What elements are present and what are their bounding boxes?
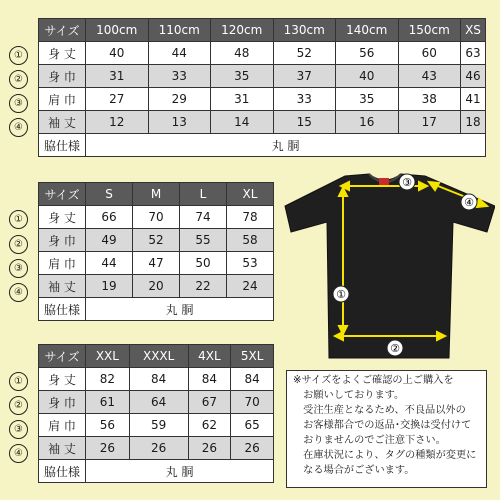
- row-label: 肩 巾: [39, 414, 86, 437]
- notice-box: [286, 370, 487, 488]
- row-label: 身 丈: [39, 368, 86, 391]
- table-cell: 59: [129, 414, 188, 437]
- table-header-row: [39, 19, 486, 42]
- table-cell: 44: [148, 42, 211, 65]
- header-cell: 120cm: [211, 19, 274, 42]
- table-cell: 74: [180, 206, 227, 229]
- header-cell: XL: [227, 183, 274, 206]
- table-cell: 56: [86, 414, 130, 437]
- table-cell: 40: [86, 42, 149, 65]
- table-cell: 66: [86, 206, 133, 229]
- table-cell: 56: [336, 42, 399, 65]
- shoulder-width-marker: ③: [402, 176, 412, 189]
- table-cell: 58: [227, 229, 274, 252]
- row-marker-2: ②: [9, 70, 28, 89]
- header-cell: 100cm: [86, 19, 149, 42]
- header-cell: サイズ: [39, 345, 86, 368]
- table-cell: 84: [129, 368, 188, 391]
- table-cell: 53: [227, 252, 274, 275]
- table-cell: 43: [398, 65, 461, 88]
- header-cell: M: [133, 183, 180, 206]
- row-label: 身 巾: [39, 65, 86, 88]
- header-cell: 5XL: [231, 345, 274, 368]
- row-marker-3: ③: [9, 420, 28, 439]
- table-row: [39, 134, 486, 157]
- table-cell: 52: [273, 42, 336, 65]
- spec-label: 脇仕様: [39, 134, 86, 157]
- table-cell: 46: [461, 65, 486, 88]
- notice-line: お客様都合での返品･交換は受付けて: [293, 420, 472, 431]
- row-marker-3: ③: [9, 259, 28, 278]
- spec-label: 脇仕様: [39, 460, 86, 483]
- sleeve-length-marker: ④: [464, 196, 474, 209]
- table-header-row: [39, 183, 274, 206]
- tshirt-measurement-diagram: [283, 170, 495, 362]
- table-row: [39, 252, 274, 275]
- table-cell: 60: [398, 42, 461, 65]
- table-row: [39, 368, 274, 391]
- big-size-table: [38, 344, 274, 483]
- row-marker-1: ①: [9, 372, 28, 391]
- header-cell: サイズ: [39, 183, 86, 206]
- table-cell: 84: [231, 368, 274, 391]
- table-cell: 44: [86, 252, 133, 275]
- header-cell: 110cm: [148, 19, 211, 42]
- table-cell: 64: [129, 391, 188, 414]
- table-cell: 26: [188, 437, 231, 460]
- row-label: 肩 巾: [39, 88, 86, 111]
- table-cell: 31: [211, 88, 274, 111]
- table-cell: 37: [273, 65, 336, 88]
- spec-value: 丸 胴: [86, 298, 274, 321]
- table-cell: 82: [86, 368, 130, 391]
- notice-line: おりませんのでご注意下さい。: [293, 435, 446, 446]
- table-row: [39, 229, 274, 252]
- table-cell: 62: [188, 414, 231, 437]
- row-marker-2: ②: [9, 235, 28, 254]
- table-row: [39, 206, 274, 229]
- header-cell: XXL: [86, 345, 130, 368]
- table-cell: 70: [231, 391, 274, 414]
- table-cell: 20: [133, 275, 180, 298]
- table-row: [39, 460, 274, 483]
- table-cell: 27: [86, 88, 149, 111]
- row-label: 袖 丈: [39, 111, 86, 134]
- table-cell: 26: [129, 437, 188, 460]
- table-row: [39, 111, 486, 134]
- row-marker-2: ②: [9, 396, 28, 415]
- table-cell: 12: [86, 111, 149, 134]
- body-length-marker: ①: [336, 288, 346, 301]
- table-cell: 19: [86, 275, 133, 298]
- table-row: [39, 391, 274, 414]
- row-marker-3: ③: [9, 94, 28, 113]
- notice-line: 受注生産となるため、不良品以外の: [293, 405, 466, 416]
- table-row: [39, 65, 486, 88]
- row-label: 身 丈: [39, 206, 86, 229]
- table-cell: 35: [336, 88, 399, 111]
- table-cell: 29: [148, 88, 211, 111]
- table-cell: 22: [180, 275, 227, 298]
- table-cell: 26: [86, 437, 130, 460]
- table-row: [39, 88, 486, 111]
- spec-label: 脇仕様: [39, 298, 86, 321]
- notice-line: お願いしております。: [293, 390, 405, 401]
- row-label: 身 巾: [39, 391, 86, 414]
- table-header-row: [39, 345, 274, 368]
- table-row: [39, 437, 274, 460]
- table-cell: 50: [180, 252, 227, 275]
- row-label: 袖 丈: [39, 437, 86, 460]
- table-row: [39, 298, 274, 321]
- table-cell: 14: [211, 111, 274, 134]
- table-cell: 78: [227, 206, 274, 229]
- header-cell: 140cm: [336, 19, 399, 42]
- table-cell: 15: [273, 111, 336, 134]
- table-row: [39, 275, 274, 298]
- kids-size-table: [38, 18, 486, 157]
- table-cell: 26: [231, 437, 274, 460]
- table-cell: 70: [133, 206, 180, 229]
- table-cell: 17: [398, 111, 461, 134]
- row-label: 身 丈: [39, 42, 86, 65]
- header-cell: XXXL: [129, 345, 188, 368]
- header-cell: L: [180, 183, 227, 206]
- row-marker-4: ④: [9, 444, 28, 463]
- table-cell: 35: [211, 65, 274, 88]
- spec-value: 丸 胴: [86, 134, 486, 157]
- notice-line: 在庫状況により、タグの種類が変更に: [293, 450, 477, 461]
- row-marker-1: ①: [9, 46, 28, 65]
- row-label: 袖 丈: [39, 275, 86, 298]
- table-cell: 40: [336, 65, 399, 88]
- notice-line: ※サイズをよくご確認の上ご購入を: [293, 375, 454, 386]
- table-cell: 48: [211, 42, 274, 65]
- table-cell: 52: [133, 229, 180, 252]
- header-cell: 150cm: [398, 19, 461, 42]
- table-cell: 33: [148, 65, 211, 88]
- notice-line: なる場合がございます。: [293, 465, 415, 476]
- table-cell: 61: [86, 391, 130, 414]
- row-label: 肩 巾: [39, 252, 86, 275]
- table-cell: 31: [86, 65, 149, 88]
- header-cell: S: [86, 183, 133, 206]
- header-cell: 130cm: [273, 19, 336, 42]
- table-cell: 38: [398, 88, 461, 111]
- table-cell: 49: [86, 229, 133, 252]
- body-width-marker: ②: [390, 342, 400, 355]
- header-cell: XS: [461, 19, 486, 42]
- table-cell: 55: [180, 229, 227, 252]
- table-cell: 67: [188, 391, 231, 414]
- table-cell: 18: [461, 111, 486, 134]
- row-label: 身 巾: [39, 229, 86, 252]
- row-marker-4: ④: [9, 283, 28, 302]
- header-cell: サイズ: [39, 19, 86, 42]
- adult-size-table: [38, 182, 274, 321]
- table-cell: 16: [336, 111, 399, 134]
- table-cell: 84: [188, 368, 231, 391]
- table-cell: 41: [461, 88, 486, 111]
- table-cell: 63: [461, 42, 486, 65]
- table-cell: 24: [227, 275, 274, 298]
- table-cell: 33: [273, 88, 336, 111]
- header-cell: 4XL: [188, 345, 231, 368]
- spec-value: 丸 胴: [86, 460, 274, 483]
- table-cell: 13: [148, 111, 211, 134]
- row-marker-1: ①: [9, 210, 28, 229]
- table-cell: 47: [133, 252, 180, 275]
- row-marker-4: ④: [9, 118, 28, 137]
- table-cell: 65: [231, 414, 274, 437]
- table-row: [39, 414, 274, 437]
- table-row: [39, 42, 486, 65]
